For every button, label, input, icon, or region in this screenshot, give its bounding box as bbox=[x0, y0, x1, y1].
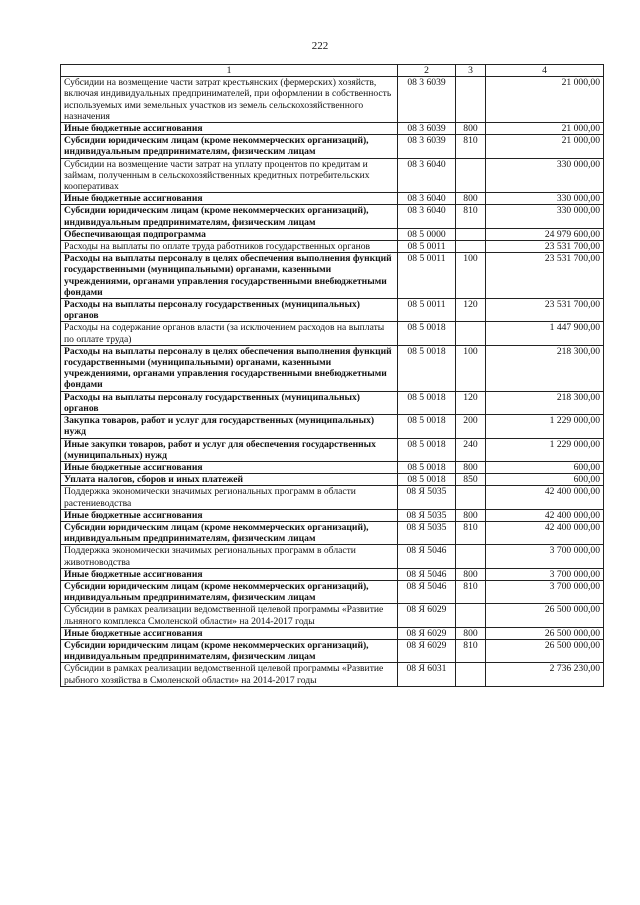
row-name-cell: Обеспечивающая подпрограмма bbox=[61, 228, 398, 240]
table-row bbox=[61, 415, 604, 438]
row-amount-cell: 1 229 000,00 bbox=[486, 438, 604, 461]
row-amount-cell: 23 531 700,00 bbox=[486, 241, 604, 253]
row-type-cell bbox=[456, 228, 486, 240]
row-amount-cell: 42 400 000,00 bbox=[486, 486, 604, 509]
row-name-cell: Субсидии на возмещение части затрат на уплату процентов по кредитам и займам, полученным в сельскохозяйственных кредитных потребительских кооперативах bbox=[61, 158, 398, 193]
page-number: 222 bbox=[311, 40, 329, 52]
row-code-cell: 08 5 0018 bbox=[398, 415, 456, 438]
table-row bbox=[61, 461, 604, 473]
table-row bbox=[61, 228, 604, 240]
table-row bbox=[61, 205, 604, 228]
table-row bbox=[61, 604, 604, 627]
table-row bbox=[61, 486, 604, 509]
row-type-cell: 800 bbox=[456, 123, 486, 135]
row-name-cell: Поддержка экономически значимых региональных программ в области растениеводства bbox=[61, 486, 398, 509]
row-code-cell: 08 5 0018 bbox=[398, 391, 456, 414]
row-type-cell: 800 bbox=[456, 193, 486, 205]
row-name-cell: Иные бюджетные ассигнования bbox=[61, 123, 398, 135]
row-name-cell: Расходы на выплаты по оплате труда работников государственных органов bbox=[61, 241, 398, 253]
row-name-cell: Иные бюджетные ассигнования bbox=[61, 509, 398, 521]
table-row bbox=[61, 474, 604, 486]
row-code-cell: 08 Я 6031 bbox=[398, 663, 456, 686]
row-name-cell: Субсидии юридическим лицам (кроме некоммерческих организаций), индивидуальным предпринимателям, физическим лицам bbox=[61, 135, 398, 158]
row-code-cell: 08 Я 5046 bbox=[398, 545, 456, 568]
row-amount-cell: 42 400 000,00 bbox=[486, 521, 604, 544]
row-type-cell bbox=[456, 77, 486, 123]
row-amount-cell: 23 531 700,00 bbox=[486, 253, 604, 299]
table-body bbox=[61, 77, 604, 687]
row-code-cell: 08 5 0018 bbox=[398, 474, 456, 486]
row-amount-cell: 26 500 000,00 bbox=[486, 627, 604, 639]
row-code-cell: 08 Я 5035 bbox=[398, 521, 456, 544]
row-amount-cell: 21 000,00 bbox=[486, 135, 604, 158]
row-amount-cell: 330 000,00 bbox=[486, 158, 604, 193]
table-row bbox=[61, 568, 604, 580]
row-code-cell: 08 5 0011 bbox=[398, 253, 456, 299]
column-header-1: 1 bbox=[61, 65, 398, 77]
table-row bbox=[61, 521, 604, 544]
row-code-cell: 08 3 6040 bbox=[398, 193, 456, 205]
table-row bbox=[61, 241, 604, 253]
row-type-cell: 810 bbox=[456, 205, 486, 228]
row-amount-cell: 600,00 bbox=[486, 461, 604, 473]
row-amount-cell: 330 000,00 bbox=[486, 205, 604, 228]
row-type-cell: 850 bbox=[456, 474, 486, 486]
row-type-cell bbox=[456, 322, 486, 345]
row-code-cell: 08 5 0000 bbox=[398, 228, 456, 240]
row-code-cell: 08 3 6039 bbox=[398, 123, 456, 135]
row-code-cell: 08 5 0011 bbox=[398, 299, 456, 322]
table-row bbox=[61, 193, 604, 205]
row-code-cell: 08 5 0011 bbox=[398, 241, 456, 253]
row-amount-cell: 3 700 000,00 bbox=[486, 545, 604, 568]
table-row bbox=[61, 639, 604, 662]
row-code-cell: 08 3 6040 bbox=[398, 158, 456, 193]
row-type-cell: 810 bbox=[456, 580, 486, 603]
row-type-cell: 810 bbox=[456, 521, 486, 544]
row-amount-cell: 21 000,00 bbox=[486, 77, 604, 123]
row-name-cell: Субсидии юридическим лицам (кроме некоммерческих организаций), индивидуальным предпринимателям, физическим лицам bbox=[61, 205, 398, 228]
row-amount-cell: 26 500 000,00 bbox=[486, 639, 604, 662]
row-code-cell: 08 5 0018 bbox=[398, 345, 456, 391]
row-type-cell: 800 bbox=[456, 461, 486, 473]
row-code-cell: 08 Я 5046 bbox=[398, 568, 456, 580]
row-type-cell: 800 bbox=[456, 568, 486, 580]
row-code-cell: 08 Я 6029 bbox=[398, 627, 456, 639]
table-row bbox=[61, 627, 604, 639]
row-amount-cell: 3 700 000,00 bbox=[486, 568, 604, 580]
table-row bbox=[61, 509, 604, 521]
row-code-cell: 08 5 0018 bbox=[398, 438, 456, 461]
table-row bbox=[61, 663, 604, 686]
table-row bbox=[61, 345, 604, 391]
row-amount-cell: 24 979 600,00 bbox=[486, 228, 604, 240]
row-name-cell: Расходы на выплаты персоналу в целях обеспечения выполнения функций государственными (муниципальными) органами, казенными учреждениями, органами управления государственными внебюджетными фондами bbox=[61, 345, 398, 391]
row-name-cell: Иные закупки товаров, работ и услуг для обеспечения государственных (муниципальных) нужд bbox=[61, 438, 398, 461]
row-type-cell: 810 bbox=[456, 135, 486, 158]
row-amount-cell: 42 400 000,00 bbox=[486, 509, 604, 521]
row-name-cell: Субсидии юридическим лицам (кроме некоммерческих организаций), индивидуальным предпринимателям, физическим лицам bbox=[61, 580, 398, 603]
row-name-cell: Расходы на выплаты персоналу в целях обеспечения выполнения функций государственными (муниципальными) органами, казенными учреждениями, органами управления государственными внебюджетными фондами bbox=[61, 253, 398, 299]
row-type-cell: 800 bbox=[456, 627, 486, 639]
row-code-cell: 08 Я 6029 bbox=[398, 639, 456, 662]
row-type-cell bbox=[456, 486, 486, 509]
row-amount-cell: 1 229 000,00 bbox=[486, 415, 604, 438]
row-code-cell: 08 3 6039 bbox=[398, 77, 456, 123]
row-code-cell: 08 Я 5035 bbox=[398, 486, 456, 509]
row-type-cell bbox=[456, 241, 486, 253]
row-type-cell: 100 bbox=[456, 345, 486, 391]
row-name-cell: Субсидии юридическим лицам (кроме некоммерческих организаций), индивидуальным предпринимателям, физическим лицам bbox=[61, 639, 398, 662]
row-name-cell: Иные бюджетные ассигнования bbox=[61, 627, 398, 639]
row-name-cell: Субсидии в рамках реализации ведомственной целевой программы «Развитие льняного комплекса Смоленской области» на 2014-2017 годы bbox=[61, 604, 398, 627]
table-row bbox=[61, 299, 604, 322]
row-type-cell bbox=[456, 545, 486, 568]
row-amount-cell: 23 531 700,00 bbox=[486, 299, 604, 322]
table-row bbox=[61, 135, 604, 158]
row-type-cell bbox=[456, 158, 486, 193]
row-amount-cell: 3 700 000,00 bbox=[486, 580, 604, 603]
row-code-cell: 08 3 6039 bbox=[398, 135, 456, 158]
column-header-2: 2 bbox=[398, 65, 456, 77]
column-header-4: 4 bbox=[486, 65, 604, 77]
row-code-cell: 08 5 0018 bbox=[398, 322, 456, 345]
row-type-cell: 810 bbox=[456, 639, 486, 662]
row-type-cell: 200 bbox=[456, 415, 486, 438]
table-row bbox=[61, 391, 604, 414]
row-name-cell: Иные бюджетные ассигнования bbox=[61, 193, 398, 205]
row-name-cell: Расходы на выплаты персоналу государственных (муниципальных) органов bbox=[61, 299, 398, 322]
row-code-cell: 08 5 0018 bbox=[398, 461, 456, 473]
row-name-cell: Расходы на выплаты персоналу государственных (муниципальных) органов bbox=[61, 391, 398, 414]
row-code-cell: 08 Я 5035 bbox=[398, 509, 456, 521]
row-type-cell: 120 bbox=[456, 391, 486, 414]
table-row bbox=[61, 322, 604, 345]
row-amount-cell: 21 000,00 bbox=[486, 123, 604, 135]
row-type-cell: 100 bbox=[456, 253, 486, 299]
row-name-cell: Субсидии в рамках реализации ведомственной целевой программы «Развитие рыбного хозяйства в Смоленской области» на 2014-2017 годы bbox=[61, 663, 398, 686]
table-row bbox=[61, 253, 604, 299]
row-type-cell: 800 bbox=[456, 509, 486, 521]
row-name-cell: Субсидии на возмещение части затрат крестьянских (фермерских) хозяйств, включая индивидуальных предпринимателей, при оформлении в собственность используемых ими земельных участков из земель сельскохозяйственного назначения bbox=[61, 77, 398, 123]
row-code-cell: 08 3 6040 bbox=[398, 205, 456, 228]
row-type-cell bbox=[456, 663, 486, 686]
row-name-cell: Закупка товаров, работ и услуг для государственных (муниципальных) нужд bbox=[61, 415, 398, 438]
row-amount-cell: 26 500 000,00 bbox=[486, 604, 604, 627]
row-name-cell: Расходы на содержание органов власти (за исключением расходов на выплаты по оплате труда) bbox=[61, 322, 398, 345]
row-name-cell: Иные бюджетные ассигнования bbox=[61, 568, 398, 580]
row-name-cell: Субсидии юридическим лицам (кроме некоммерческих организаций), индивидуальным предпринимателям, физическим лицам bbox=[61, 521, 398, 544]
row-amount-cell: 1 447 900,00 bbox=[486, 322, 604, 345]
row-amount-cell: 218 300,00 bbox=[486, 345, 604, 391]
row-code-cell: 08 Я 6029 bbox=[398, 604, 456, 627]
row-name-cell: Поддержка экономически значимых региональных программ в области животноводства bbox=[61, 545, 398, 568]
row-type-cell bbox=[456, 604, 486, 627]
budget-table bbox=[60, 64, 604, 687]
table-row bbox=[61, 545, 604, 568]
column-header-3: 3 bbox=[456, 65, 486, 77]
row-type-cell: 120 bbox=[456, 299, 486, 322]
table-row bbox=[61, 77, 604, 123]
row-name-cell: Уплата налогов, сборов и иных платежей bbox=[61, 474, 398, 486]
row-amount-cell: 330 000,00 bbox=[486, 193, 604, 205]
table-header-row bbox=[61, 65, 604, 77]
row-amount-cell: 2 736 230,00 bbox=[486, 663, 604, 686]
row-type-cell: 240 bbox=[456, 438, 486, 461]
row-amount-cell: 600,00 bbox=[486, 474, 604, 486]
table-row bbox=[61, 158, 604, 193]
row-code-cell: 08 Я 5046 bbox=[398, 580, 456, 603]
row-amount-cell: 218 300,00 bbox=[486, 391, 604, 414]
table-row bbox=[61, 438, 604, 461]
table-row bbox=[61, 123, 604, 135]
table-row bbox=[61, 580, 604, 603]
row-name-cell: Иные бюджетные ассигнования bbox=[61, 461, 398, 473]
